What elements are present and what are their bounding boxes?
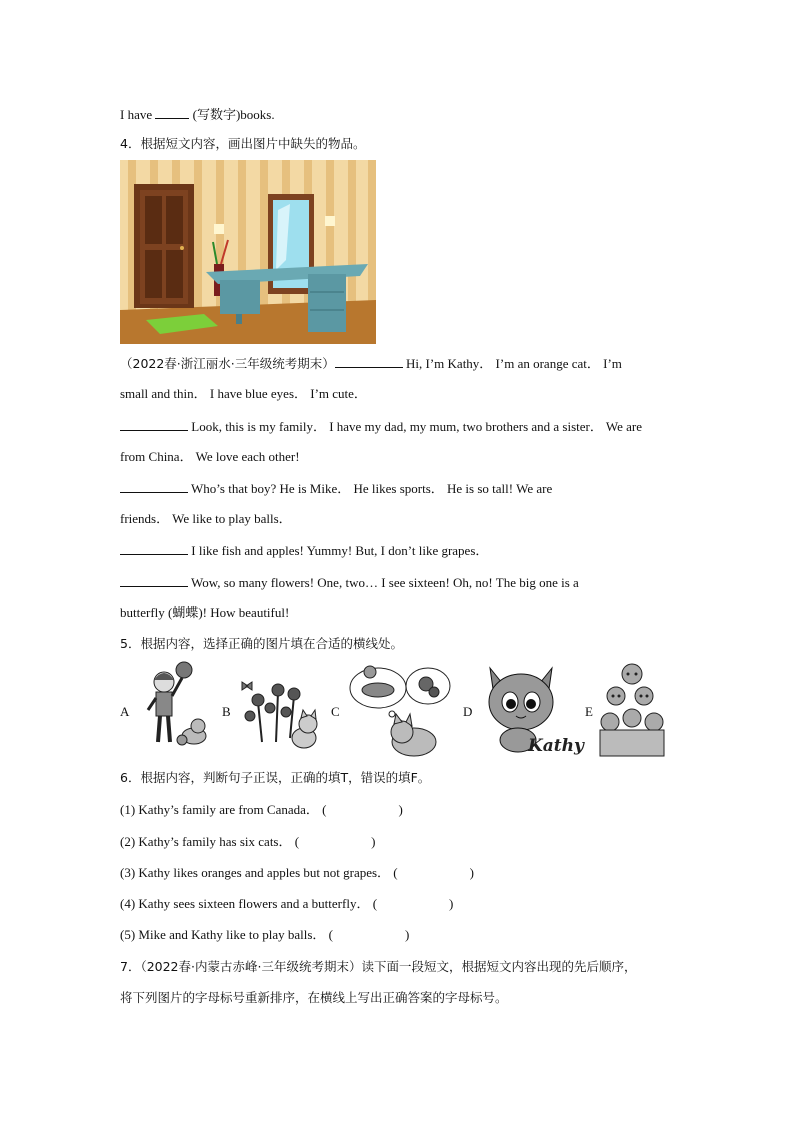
answer-blank-1[interactable] — [335, 355, 403, 368]
boy-basketball-cat-icon — [136, 660, 210, 752]
answer-blank[interactable] — [155, 106, 189, 119]
passage-line-9: butterfly (蝴蝶)! How beautiful! — [120, 605, 290, 620]
q5-title: 5．根据内容，选择正确的图片填在合适的横线处。 — [120, 636, 403, 651]
answer-blank-4[interactable] — [120, 542, 188, 555]
cat-family-icon — [596, 660, 668, 758]
passage-line-4: from China． We love each other! — [120, 449, 300, 464]
answer-blank-3[interactable] — [120, 480, 188, 493]
flowers-butterfly-cat-icon — [238, 672, 322, 752]
q6-item-3: (3) Kathy likes oranges and apples but not grapes． ( ) — [120, 865, 474, 880]
passage-line-1: （2022春·浙江丽水·三年级统考期末） Hi, I’m Kathy． I’m an orange cat． I’m — [120, 356, 622, 371]
passage-line-7: I like fish and apples! Yummy! But, I don’t like grapes． — [120, 542, 488, 559]
option-label-e: E — [585, 704, 593, 719]
passage-line-8: Wow, so many flowers! One, two… I see sixteen! Oh, no! The big one is a — [120, 574, 579, 591]
answer-blank-2[interactable] — [120, 418, 188, 431]
q6-title: 6．根据内容，判断句子正误，正确的填T，错误的填F。 — [120, 770, 431, 785]
passage-line-6: friends． We like to play balls． — [120, 511, 292, 526]
q6-item-5: (5) Mike and Kathy like to play balls． ( ) — [120, 927, 410, 942]
q6-item-4: (4) Kathy sees sixteen flowers and a butterfly． ( ) — [120, 896, 454, 911]
q4-title: 4．根据短文内容，画出图片中缺失的物品。 — [120, 136, 366, 151]
passage-line-3: Look, this is my family． I have my dad, my mum, two brothers and a sister． We are — [120, 418, 642, 435]
option-label-a: A — [120, 704, 130, 719]
q6-item-2: (2) Kathy’s family has six cats． ( ) — [120, 834, 376, 849]
books-question-line: I have (写数字)books. — [120, 107, 275, 122]
q7-line-1: 7．（2022春·内蒙古赤峰·三年级统考期末）读下面一段短文，根据短文内容出现的先后顺序， — [120, 959, 637, 974]
q7-line-2: 将下列图片的字母标号重新排序，在横线上写出正确答案的字母标号。 — [120, 990, 508, 1005]
passage-line-2: small and thin． I have blue eyes． I’m cute． — [120, 386, 367, 401]
q6-item-1: (1) Kathy’s family are from Canada． ( ) — [120, 802, 403, 817]
option-label-b: B — [222, 704, 231, 719]
cat-dreaming-food-icon — [348, 660, 452, 758]
answer-blank-5[interactable] — [120, 574, 188, 587]
option-label-c: C — [331, 704, 340, 719]
option-label-d: D — [463, 704, 473, 719]
kathy-caption: Kathy — [528, 736, 584, 756]
passage-line-5: Who’s that boy? He is Mike． He likes sports． He is so tall! We are — [120, 480, 552, 497]
room-illustration — [120, 160, 376, 344]
